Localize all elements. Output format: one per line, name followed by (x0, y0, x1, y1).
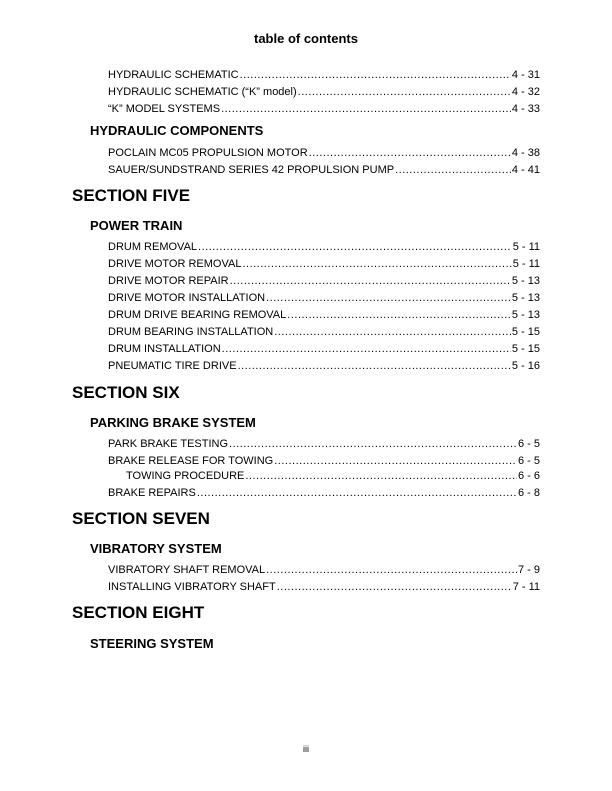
toc-entry[interactable] (108, 580, 540, 594)
toc-entry-label: POCLAIN MC05 PROPULSION MOTOR (108, 147, 308, 159)
toc-entry-label: DRIVE MOTOR INSTALLATION (108, 292, 266, 304)
dot-leader (230, 274, 511, 288)
toc-entry[interactable] (108, 274, 540, 288)
toc-entry-label: HYDRAULIC SCHEMATIC (“K” model) (108, 86, 297, 98)
toc-entry[interactable] (108, 291, 540, 305)
toc-entry[interactable] (108, 359, 540, 373)
toc-entry-page: 4 - 41 (511, 164, 540, 176)
dot-leader (277, 580, 512, 594)
page-title: table of contents (253, 31, 358, 46)
toc-entry-label: INSTALLING VIBRATORY SHAFT (108, 581, 276, 593)
toc-entry-label: DRIVE MOTOR REPAIR (108, 275, 229, 287)
toc-entry-label: DRUM BEARING INSTALLATION (108, 326, 274, 338)
dot-leader (197, 486, 517, 500)
dot-leader (266, 291, 511, 305)
toc-entry-label: VIBRATORY SHAFT REMOVAL (108, 564, 266, 576)
toc-entry[interactable] (108, 257, 540, 271)
dot-leader (245, 469, 517, 483)
toc-entry-page: 4 - 38 (511, 147, 540, 159)
subsection-heading: VIBRATORY SYSTEM (90, 541, 222, 556)
subsection-heading: PARKING BRAKE SYSTEM (90, 415, 256, 430)
dot-leader (198, 240, 512, 254)
toc-entry-page: 5 - 15 (511, 343, 540, 355)
toc-entry-page: 5 - 15 (511, 326, 540, 338)
toc-entry-label: “K” MODEL SYSTEMS (108, 103, 221, 115)
dot-leader (222, 342, 511, 356)
toc-entry[interactable] (108, 240, 540, 254)
subsection-heading: HYDRAULIC COMPONENTS (90, 123, 264, 138)
toc-entry[interactable] (108, 308, 540, 322)
section-title: SECTION EIGHT (72, 603, 205, 622)
toc-entry-page: 4 - 31 (511, 69, 540, 81)
toc-entry-page: 6 - 8 (517, 487, 540, 499)
toc-entry-label: DRIVE MOTOR REMOVAL (108, 258, 242, 270)
toc-entry-page: 6 - 5 (517, 455, 540, 467)
subsection-heading: POWER TRAIN (90, 218, 183, 233)
dot-leader (287, 308, 511, 322)
toc-entry-page: 5 - 13 (511, 309, 540, 321)
toc-subentry[interactable] (126, 469, 540, 483)
toc-entry[interactable] (108, 342, 540, 356)
toc-entry-page: 5 - 11 (512, 241, 540, 253)
toc-entry-page: 4 - 33 (511, 103, 540, 115)
subsection-heading: STEERING SYSTEM (90, 636, 214, 651)
dot-leader (395, 163, 511, 177)
toc-entry[interactable] (108, 85, 540, 99)
toc-entry-page: 4 - 32 (511, 86, 540, 98)
toc-entry-page: 5 - 13 (511, 275, 540, 287)
toc-entry[interactable] (108, 163, 540, 177)
toc-entry[interactable] (108, 102, 540, 116)
toc-entry[interactable] (108, 454, 540, 468)
toc-entry-label: DRUM INSTALLATION (108, 343, 221, 355)
section-title: SECTION SIX (72, 383, 180, 402)
toc-entry-page: 6 - 6 (517, 470, 540, 482)
toc-entry-label: PARK BRAKE TESTING (108, 438, 229, 450)
toc-entry-page: 5 - 13 (511, 292, 540, 304)
dot-leader (266, 563, 517, 577)
toc-entry-label: BRAKE REPAIRS (108, 487, 196, 499)
toc-entry-page: 7 - 9 (517, 564, 540, 576)
toc-entry-label: TOWING PROCEDURE (126, 470, 245, 482)
dot-leader (221, 102, 511, 116)
dot-leader (298, 85, 511, 99)
toc-entry-label: DRUM DRIVE BEARING REMOVAL (108, 309, 287, 321)
toc-entry[interactable] (108, 486, 540, 500)
page-number: iii (303, 744, 309, 754)
toc-entry-label: HYDRAULIC SCHEMATIC (108, 69, 239, 81)
dot-leader (274, 454, 517, 468)
toc-entry-page: 7 - 11 (512, 581, 540, 593)
toc-entry-label: SAUER/SUNDSTRAND SERIES 42 PROPULSION PUMP (108, 164, 395, 176)
dot-leader (309, 146, 511, 160)
toc-entry-label: PNEUMATIC TIRE DRIVE (108, 360, 237, 372)
section-title: SECTION FIVE (72, 186, 191, 205)
toc-entry[interactable] (108, 68, 540, 82)
dot-leader (242, 257, 511, 271)
toc-entry[interactable] (108, 563, 540, 577)
section-title: SECTION SEVEN (72, 509, 210, 528)
toc-entry-page: 6 - 5 (517, 438, 540, 450)
toc-entry-label: DRUM REMOVAL (108, 241, 198, 253)
toc-entry-label: BRAKE RELEASE FOR TOWING (108, 455, 274, 467)
toc-entry[interactable] (108, 325, 540, 339)
dot-leader (274, 325, 511, 339)
toc-entry[interactable] (108, 437, 540, 451)
dot-leader (238, 359, 511, 373)
toc-entry-page: 5 - 16 (511, 360, 540, 372)
toc-entry[interactable] (108, 146, 540, 160)
dot-leader (229, 437, 517, 451)
dot-leader (240, 68, 511, 82)
toc-entry-page: 5 - 11 (512, 258, 540, 270)
